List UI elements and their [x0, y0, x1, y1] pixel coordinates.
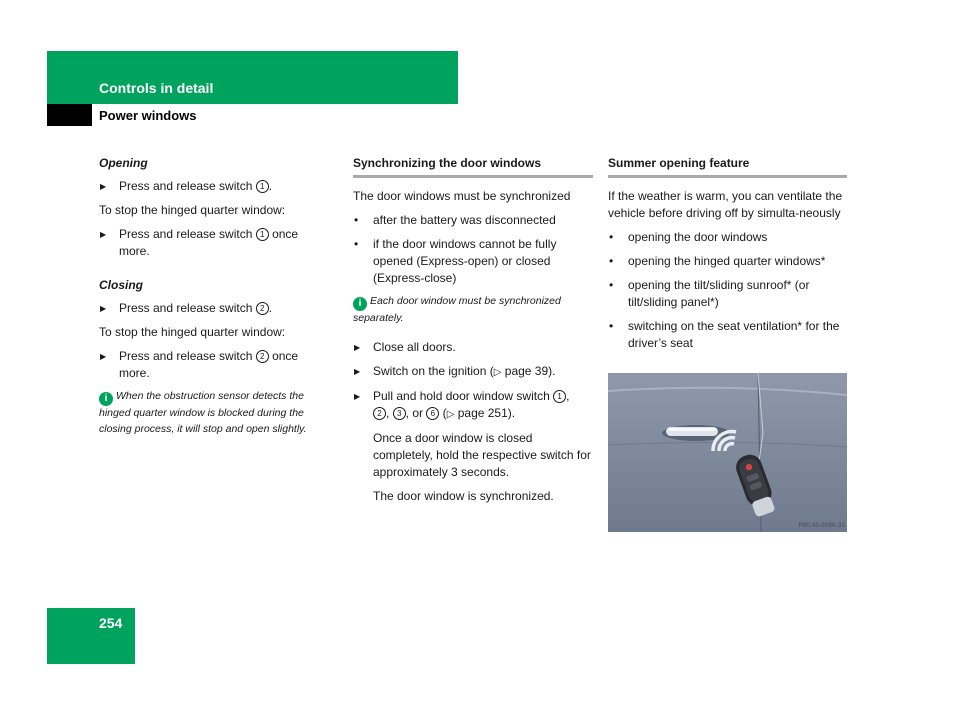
page-ref-arrow-icon: ▷ — [446, 408, 455, 420]
circled-number-icon: 3 — [393, 407, 406, 420]
info-text: Each door window must be synchronized separately. — [353, 295, 561, 324]
list-item: • opening the hinged quarter windows* — [608, 253, 847, 270]
step-text: Press and release switch — [119, 179, 256, 193]
step-text: page 251). — [454, 405, 516, 420]
opening-step-1 — [99, 178, 331, 195]
synchronizing-intro: The door windows must be synchronized — [353, 189, 571, 203]
synchronize-info-note — [353, 294, 593, 327]
circled-number-icon: 1 — [256, 228, 269, 241]
closing-step-2 — [99, 348, 331, 382]
circled-number-icon: 1 — [256, 180, 269, 193]
door-handle-icon — [662, 425, 730, 441]
column-synchronizing — [353, 155, 593, 512]
step-text: page 39). — [501, 363, 556, 378]
info-icon: i — [99, 392, 113, 406]
obstruction-info-note — [99, 389, 331, 437]
column-summer-opening — [608, 155, 847, 359]
info-text: When the obstruction sensor detects the hinged quarter window is blocked during the closing process, it will stop and open slightly. — [99, 390, 307, 435]
sync-step-2 — [353, 363, 593, 381]
step-text: ( — [439, 405, 447, 420]
summer-opening-heading: Summer opening feature — [608, 155, 847, 178]
circled-number-icon: 2 — [256, 302, 269, 315]
remote-key-photo — [608, 373, 847, 532]
info-icon: i — [353, 297, 367, 311]
step-text: Switch on the ignition ( — [373, 363, 494, 378]
list-item: • opening the door windows — [608, 229, 847, 246]
section-title: Controls in detail — [99, 80, 214, 96]
step-text: . — [268, 301, 273, 315]
opening-step-2 — [99, 226, 331, 260]
sync-step-3 — [353, 388, 593, 423]
sync-continuation-2: The door window is synchronized. — [373, 488, 554, 503]
column-opening-closing — [99, 155, 331, 449]
subsection-title: Power windows — [99, 108, 197, 123]
circled-number-icon: 2 — [256, 350, 269, 363]
step-text: Press and release switch — [119, 301, 256, 315]
sync-continuation-1: Once a door window is closed completely, hold the respective switch for approximately 3 seconds. — [373, 430, 591, 479]
circled-number-icon: 1 — [553, 390, 566, 403]
step-text: , — [386, 405, 393, 420]
closing-heading: Closing — [99, 278, 143, 292]
sync-step-1: ▶ Close all doors. — [353, 339, 593, 356]
step-text: . — [268, 179, 273, 193]
list-item: • after the battery was disconnected — [353, 212, 593, 229]
circled-number-icon: 6 — [426, 407, 439, 420]
page-number: 254 — [99, 615, 123, 631]
list-item: • opening the tilt/sliding sunroof* (or tilt/sliding panel*) — [608, 277, 847, 311]
step-text: , or — [405, 405, 427, 420]
step-text: , — [566, 388, 570, 403]
circled-number-icon: 2 — [373, 407, 386, 420]
opening-heading: Opening — [99, 156, 148, 170]
closing-step-1 — [99, 300, 331, 317]
photo-code-label: P80.45-2066-31 — [798, 522, 845, 529]
step-text: Pull and hold door window switch — [373, 388, 554, 403]
car-door-illustration — [608, 373, 847, 532]
header-band — [47, 51, 458, 104]
step-text: once more. — [119, 227, 299, 258]
step-text: Press and release switch — [119, 349, 256, 363]
closing-stop-text: To stop the hinged quarter window: — [99, 325, 286, 339]
step-text: Press and release switch — [119, 227, 256, 241]
list-item: • if the door windows cannot be fully opened (Express-open) or closed (Express-close) — [353, 236, 593, 287]
header-tab — [47, 104, 92, 126]
step-text: once more. — [119, 349, 299, 380]
opening-stop-text: To stop the hinged quarter window: — [99, 203, 286, 217]
summer-opening-intro: If the weather is warm, you can ventilate the vehicle before driving off by simulta-neously — [608, 189, 843, 220]
synchronizing-heading: Synchronizing the door windows — [353, 155, 593, 178]
page-ref-arrow-icon: ▷ — [493, 366, 502, 378]
list-item: • switching on the seat ventilation* for the driver’s seat — [608, 318, 847, 352]
